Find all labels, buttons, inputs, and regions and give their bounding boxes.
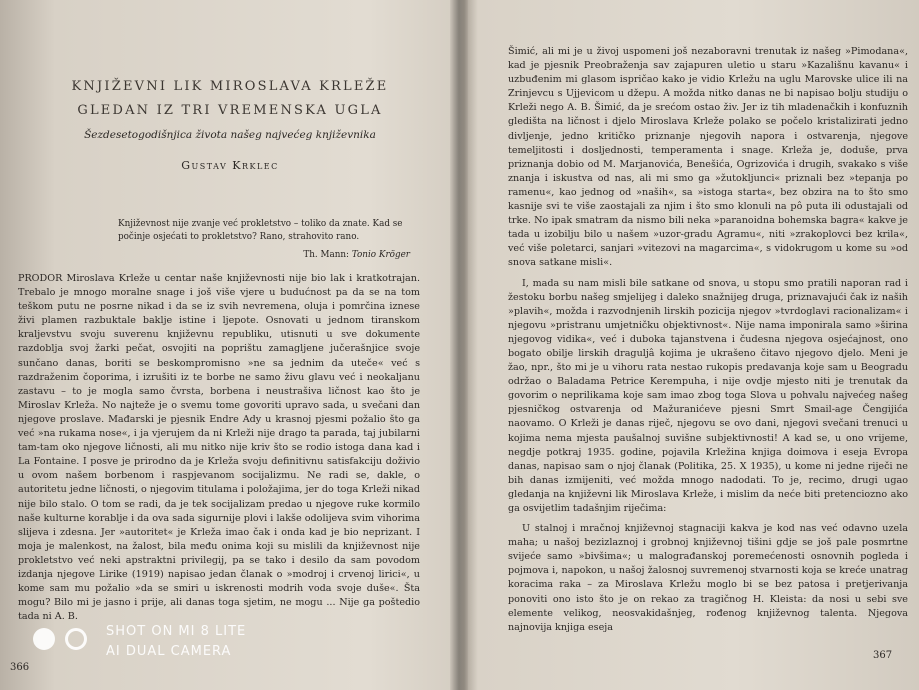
epigraph-source bbox=[118, 250, 410, 260]
left-body-text bbox=[18, 272, 420, 624]
right-paragraph: U stalnoj i mračnoj književnoj stagnaciji kakva je kod nas već odavno uzela maha; u našoj bezizlaznoj i grobnoj književnoj tišini gdje se još pale posmrtne svijeće samo »bivšima«; u malograđanskoj poremećenosti osnovnih pogleda i pojmova i, napokon, u našoj žalosnoj suvremenoj stvarnosti koja se kreće unatrag koracima raka – za Miroslava Krležu moglo bi se bez patosa i pretjerivanja ponoviti ono isto što je on rekao za tragičnog H. Kleista: da nosi u sebi sve elemente velikog, neosvakidašnjeg, rođenog književnog talenta. Njegova najnovija knjiga eseja bbox=[508, 523, 908, 633]
epigraph-source-author: Th. Mann: bbox=[303, 250, 350, 260]
right-paragraph: Šimić, ali mi je u živoj uspomeni još nezaboravni trenutak iz našeg »Pimodana«, kad je pjesnik Preobraženja sav zajapuren uletio u staru »Kazališnu kavanu« i uzbuđenim mi glasom ispričao kako je vidio Krležu na uglu Marovske ulice ili na Zrinjevcu s Ujjevicom u džepu. A možda nitko danas ne bi napisao bolju studiju o Krleži nego A. B. Šimić, da je srećom ostao živ. Jer iz tih mladenačkih i konfuznih gledišta na ličnost i djelo Miroslava Krleže polako se počelo kristalizirati jedno divljenje, jedno kritičko priznanje njegovih napora i ostvarenja, njegove temeljitosti i dosljednosti, temperamenta i snage. Krleža je, doduše, prva priznanja dobio od M. Marjanovića, Benešića, Ogrizovića i drugih, svakako s više znanja i iskustva od nas, ali mi smo ga »žutokljunci« priznali bez »tepanja po ramenu«, kao jednog od »naših«, sa »istoga starta«, bez obzira na to što smo kasnije svi te više zaostajali za njim i što smo klonuli na pô puta ili odustajali od trke. No ipak smatram da nismo bili neka »paranoidna bohemska bagra« kakve je tada u izobilju bilo u našem »uzor-gradu Agramu«, niti »zrakoplovci bez krila«, već više poletarci, sanjari »vitezovi na magarcima«, s vidokrugom u kome su »od snova satkane misli«. bbox=[508, 46, 908, 269]
camera-watermark-dot-icon bbox=[33, 628, 55, 650]
right-paragraph: I, mada su nam misli bile satkane od snova, u stopu smo pratili naporan rad i žestoku borbu našeg smjelijeg i daleko snažnijeg druga, priznavajući čak iz naših »plavih«, možda i razvodnjenih lirskih pozicija njegov »tvrdoglavi racionalizam« i njegovu »pristranu umjetničku objektivnost«. Nije nama imponirala samo »širina njegovog vidika«, već i dubokа tajanstvena i čudesna njegova osjećajnost, ono bogato obilje lirskih draguljâ kojima je ukrašeno čitavo njegovo djelo. Meni je žao, npr., što mi je u vihoru rata nestao rukopis predavanja koje sam u Beogradu održao o Baladama Petrice Kerempuha, i nije ovdje mjesto niti je trenutak da govorim o neprilikama koje sam imao zbog toga Slova u pohvalu najvećeg našeg pjesničkog ostvarenja od Mažuranićeve pjesni Smrt Smail-age Čengijića naovamo. O Krleži je danas riječ, njegovu se ovo dani, njegovi svečani trenuci u kojima nema mjesta paušalnoj suvišne subjektivnosti! A kad se, u ono vrijeme, negdje potkraj 1935. godine, pojavila Krležina knjiga doimova i eseja Evropa danas, napisao sam o njoj članak (Politika, 25. X 1935), u kome ni jedne riječi ne bih danas izmijeniti, već možda mnogo nadodati. To je, recimo, drugi ugao gledanja na književni lik Miroslava Krleže, i mislim da neće biti pretenciozno ako ga osvijetlim tadašnjim riječima: bbox=[508, 277, 908, 514]
right-page bbox=[468, 0, 919, 690]
article-title-line1: KNJIŽEVNI LIK MIROSLAVA KRLEŽE bbox=[71, 79, 389, 94]
page-number-right: 367 bbox=[873, 650, 893, 661]
book-gutter bbox=[450, 0, 468, 690]
camera-watermark-line1: SHOT ON MI 8 LITE bbox=[106, 624, 247, 639]
left-paragraph: PRODOR Miroslava Krleže u centar naše književnosti nije bio lak i kratkotrajan. Trebalo je mnogo moralne snage i još više vjere u budućnost pa da se na tom teškom putu ne posrne nikad i da se iz svih nevremena, oluja i pomrčina iznese živi plamen razbuktale baklje istine i ljepote. Osnovati u jednom tiranskom kraljevstvu svoju suverenu književnu republiku, utisnuti u sve dokumente razdoblja svoj žarki pečat, osvojiti na poprištu zamagljene jučerašnjice svoje sunčano danas, boriti se beskompromisno »ne sa jednim da uteče« već s razdraženim čoporima, i izrušiti iz te borbe ne samo živu glavu već i neokaljanu zastavu – to je mogla samo čvrsta, borbena i neustrašiva ličnost kao što je Miroslav Krleža. No najteže je o svemu tome govoriti upravo sada, u svečani dan njegove proslave. Mađarski je pjesnik Endre Ady u krasnoj pjesmi požalio što ga već »na rukama nose«, i ja vjerujem da ni Krleži nije drago ta parada, taj jubilarni tam-tam oko njegove ličnosti, ali mu nitko nije kriv što se rodio istoga dana kad i La Fontaine. I posve je prirodno da je Krleža svoju definitivnu satisfakciju doživio u ovom našem borbenom i raspjevanom socijalizmu. Ne radi se, dakle, o autoritetu jedne ličnosti, o njegovim titulama i položajima, jer do toga Krleži nikad nije bilo stalo. O tom se radi, da je tek socijalizam predao u njegove ruke kormilo naše kulturne korablje i da ova sada sigurnije plovi i lakše odolijeva svim vihorima slijeva i zdesna. Jer »autoritet« je Krleža imao čak i onda kad je bio neprizant. I moja je malenkost, na žalost, bila među onima koji su mislili da književnost nije prokletstvo već neki apstraktni privilegij, pa se tako i desilo da sam povodom izdanja njegove Lirike (1919) napisao jedan članak o »modroj i crvenoj lirici«, u kome sam mu požalio »da se smiri u iskrenosti modrih voda svoje duše«. Šta mogu? Bilo mi je jasno i prije, ali danas toga sjetim, ne mogu ... Nije ga poštedio tada ni A. B. bbox=[18, 273, 420, 623]
camera-watermark-line2: AI DUAL CAMERA bbox=[106, 644, 232, 659]
article-title-line2: GLEDAN IZ TRI VREMENSKA UGLA bbox=[77, 103, 383, 118]
epigraph-source-title: Tonio Kröger bbox=[351, 250, 410, 260]
left-page bbox=[0, 0, 456, 690]
page-number-left: 366 bbox=[10, 662, 30, 673]
article-author: Gustav Krklec bbox=[181, 159, 279, 172]
right-body-text bbox=[508, 45, 908, 635]
article-subtitle: Šezdesetogodišnjica života našeg najvećeg književnika bbox=[84, 129, 376, 141]
epigraph: Književnost nije zvanje već prokletstvo – toliko da znate. Kad se počinje osjećati to prokletstvo? Rano, strahovito rano. bbox=[118, 219, 403, 242]
camera-watermark-ring-icon bbox=[65, 628, 87, 650]
